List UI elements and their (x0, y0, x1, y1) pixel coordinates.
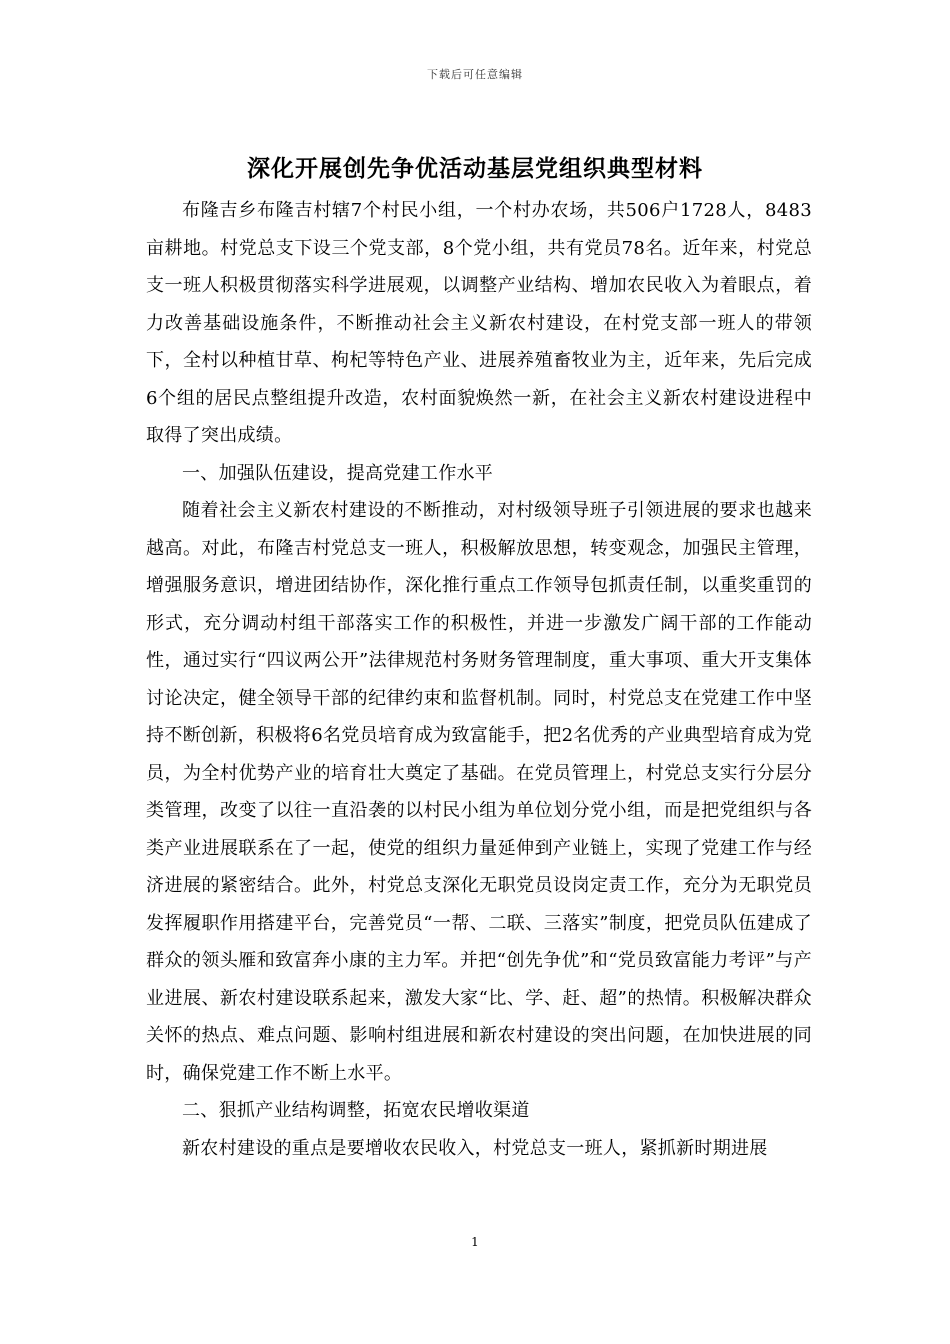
document-body (146, 192, 812, 1167)
header-note: 下载后可任意编辑 (427, 68, 523, 81)
page-number: 1 (471, 1235, 479, 1249)
section-1-paragraph: 随着社会主义新农村建设的不断推动，对村级领导班子引领进展的要求也越来越高。对此，布隆吉村党总支一班人，积极解放思想，转变观念，加强民主管理，增强服务意识，增进团结协作，深化推行重点工作领导包抓责任制，以重奖重罚的形式，充分调动村组干部落实工作的积极性，并进一步激发广阔干部的工作能动性，通过实行“四议两公开”法律规范村务财务管理制度，重大事项、重大开支集体讨论决定，健全领导干部的纪律约束和监督机制。同时，村党总支在党建工作中坚持不断创新，积极将6名党员培育成为致富能手，把2名优秀的产业典型培育成为党员，为全村优势产业的培育壮大奠定了基础。在党员管理上，村党总支实行分层分类管理，改变了以往一直沿袭的以村民小组为单位划分党小组，而是把党组织与各类产业进展联系在了一起，使党的组织力量延伸到产业链上，实现了党建工作与经济进展的紧密结合。此外，村党总支深化无职党员设岗定责工作，充分为无职党员发挥履职作用搭建平台，完善党员“一帮、二联、三落实”制度，把党员队伍建成了群众的领头雁和致富奔小康的主力军。并把“创先争优”和“党员致富能力考评”与产业进展、新农村建设联系起来，激发大家“比、学、赶、超”的热情。积极解决群众关怀的热点、难点问题、影响村组进展和新农村建设的突出问题，在加快进展的同时，确保党建工作不断上水平。 (146, 500, 812, 1084)
document-title: 深化开展创先争优活动基层党组织典型材料 (247, 155, 703, 182)
section-heading-1: 一、加强队伍建设，提高党建工作水平 (182, 462, 494, 484)
intro-paragraph: 布隆吉乡布隆吉村辖7个村民小组，一个村办农场，共506户1728人，8483亩耕地。村党总支下设三个党支部，8个党小组，共有党员78名。近年来，村党总支一班人积极贯彻落实科学进展观，以调整产业结构、增加农民收入为着眼点，着力改善基础设施条件，不断推动社会主义新农村建设，在村党支部一班人的带领下，全村以种植甘草、枸杞等特色产业、进展养殖畜牧业为主，近年来，先后完成6个组的居民点整组提升改造，农村面貌焕然一新，在社会主义新农村建设进程中取得了突出成绩。 (146, 200, 812, 446)
section-2-paragraph: 新农村建设的重点是要增收农民收入，村党总支一班人，紧抓新时期进展 (182, 1137, 768, 1159)
section-heading-2: 二、狠抓产业结构调整，拓宽农民增收渠道 (182, 1100, 530, 1121)
